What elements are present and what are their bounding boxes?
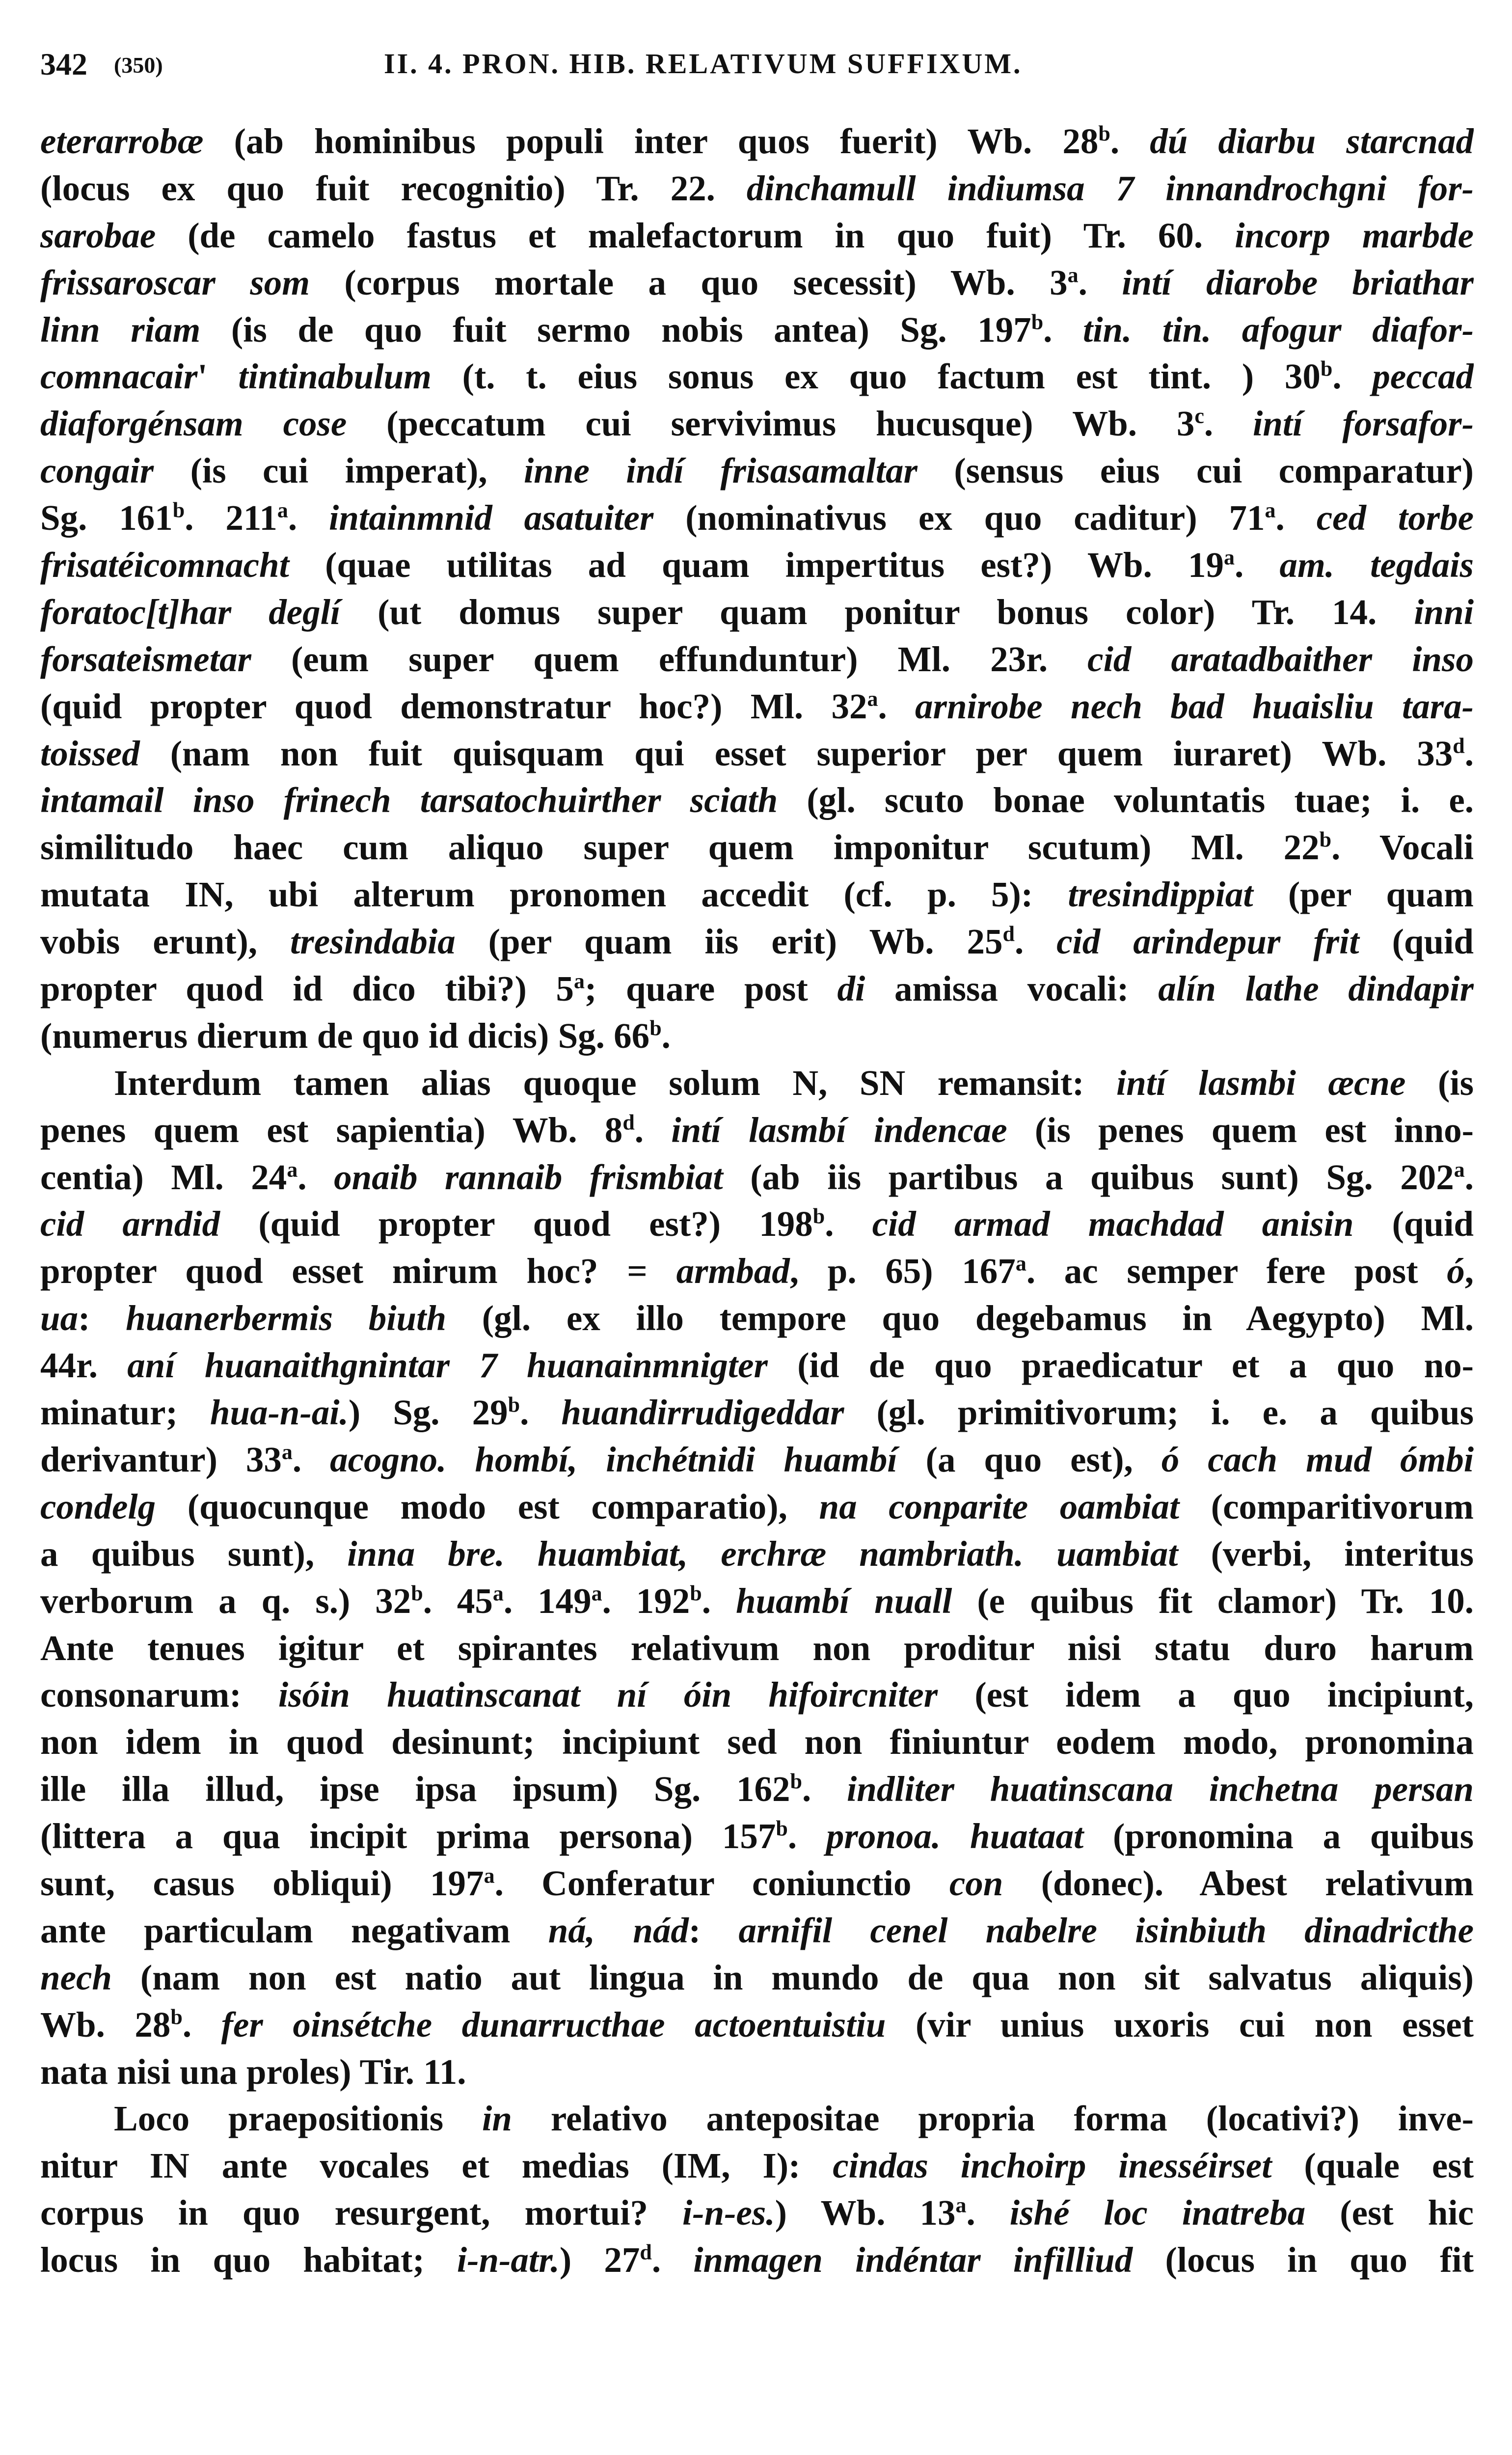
text-line xyxy=(40,2095,1474,2142)
irish-form: sarobae xyxy=(40,215,156,255)
latin-text: Interdum tamen alias quoque solum N, SN remansit: xyxy=(114,1063,1117,1103)
irish-form: alín lathe dindapir xyxy=(1158,969,1474,1009)
irish-form: cid arndid xyxy=(40,1204,220,1244)
latin-text: (quid xyxy=(1353,1204,1474,1244)
latin-text: (gl. ex illo tempore quo degebamus in Aegypto) Ml. xyxy=(446,1298,1474,1338)
irish-form: dú diarbu starcnad xyxy=(1150,121,1474,161)
latin-text: (is xyxy=(1405,1063,1474,1103)
irish-form: onaib rannaib frismbiat xyxy=(334,1157,723,1197)
latin-text: . xyxy=(297,1157,334,1197)
column-ref: a xyxy=(867,686,878,711)
irish-form: inna bre. huambiat, erchræ nambriath. uambiat xyxy=(347,1533,1178,1574)
text-line xyxy=(40,306,1474,354)
latin-text: (est hic xyxy=(1305,2193,1474,2233)
irish-form: ó xyxy=(1447,1251,1465,1291)
text-line xyxy=(40,2001,1474,2048)
latin-text: ) Sg. 29 xyxy=(348,1392,508,1433)
latin-text: amissa vocali: xyxy=(865,969,1159,1009)
irish-form: acogno. hombí, inchétnidi huambí xyxy=(330,1439,897,1479)
irish-form: am. tegdais xyxy=(1279,545,1474,585)
latin-text: : xyxy=(688,1910,739,1950)
irish-form: diaforgénsam cose xyxy=(40,404,347,444)
column-ref: a xyxy=(1454,1157,1465,1182)
text-line xyxy=(40,165,1474,212)
latin-text: (id de quo praedicatur et a quo no- xyxy=(767,1345,1474,1386)
latin-text: , xyxy=(1464,1251,1474,1291)
irish-form: congair xyxy=(40,451,154,491)
column-ref: d xyxy=(640,2240,652,2264)
latin-text: (is penes quem est inno- xyxy=(1007,1110,1474,1150)
text-line xyxy=(40,1530,1474,1578)
latin-text: (littera a qua incipit prima persona) 157 xyxy=(40,1816,776,1856)
latin-text: . xyxy=(634,1110,672,1150)
latin-text: (quid xyxy=(1359,922,1474,962)
latin-text: ; quare post xyxy=(585,969,837,1009)
latin-text: propter quod id dico tibi?) 5 xyxy=(40,969,574,1009)
latin-text: nitur IN ante vocales et medias (IM, I): xyxy=(40,2146,833,2186)
latin-text: minatur; xyxy=(40,1392,210,1433)
latin-text: . 149 xyxy=(503,1581,592,1621)
latin-text: (vir unius uxoris cui non esset xyxy=(886,2004,1474,2045)
latin-text: (pronomina a quibus xyxy=(1083,1816,1474,1856)
text-line xyxy=(40,1295,1474,1342)
latin-text: relativo antepositae propria forma (locativi?) inve- xyxy=(512,2099,1474,2139)
text-line xyxy=(40,1671,1474,1718)
column-ref: d xyxy=(622,1110,635,1135)
latin-text: (t. t. eius sonus ex quo factum est tint. ) 30 xyxy=(431,356,1321,397)
latin-text: (is de quo fuit sermo nobis antea) Sg. 197 xyxy=(200,309,1031,350)
latin-text: verborum a q. s.) 32 xyxy=(40,1581,411,1621)
text-line xyxy=(40,2189,1474,2237)
irish-form: intí lasmbí indencae xyxy=(671,1110,1007,1150)
latin-text: (is cui imperat), xyxy=(154,451,524,491)
text-line xyxy=(40,353,1474,400)
irish-form: frissaroscar som xyxy=(40,262,310,302)
column-ref: b xyxy=(1098,121,1110,146)
latin-text: . xyxy=(1332,356,1373,397)
irish-form: dinchamull indiumsa 7 innandrochgni for- xyxy=(746,168,1474,208)
latin-text: . xyxy=(651,2240,694,2280)
latin-text: consonarum: xyxy=(40,1675,278,1715)
irish-form: cindas inchoirp inesséirset xyxy=(833,2146,1272,2186)
page-number: 342 xyxy=(40,47,87,82)
irish-form: ua xyxy=(40,1298,79,1338)
latin-text: (gl. scuto bonae voluntatis tuae; i. e. xyxy=(778,780,1474,820)
latin-text: propter quod esset mirum hoc? = xyxy=(40,1251,676,1291)
text-line xyxy=(40,871,1474,918)
irish-form: cid arindepur frit xyxy=(1056,922,1359,962)
latin-text: . 45 xyxy=(423,1581,493,1621)
text-line xyxy=(40,1718,1474,1766)
irish-form: i-n-atr. xyxy=(457,2240,560,2280)
irish-form: in xyxy=(482,2099,512,2139)
column-ref: a xyxy=(281,1440,293,1464)
text-line xyxy=(40,1954,1474,2001)
latin-text: (quae utilitas ad quam impertitus est?) Wb. 19 xyxy=(289,545,1224,585)
latin-text: (a quo est), xyxy=(897,1439,1161,1479)
latin-text: . xyxy=(661,1015,671,1056)
irish-form: con xyxy=(949,1863,1003,1903)
latin-text: ille illa illud, ipse ipsa ipsum) Sg. 162 xyxy=(40,1769,790,1809)
text-line xyxy=(40,1060,1474,1107)
latin-text: centia) Ml. 24 xyxy=(40,1157,287,1197)
irish-form: comnacair xyxy=(40,356,198,397)
irish-form: arnirobe nech bad huaisliu tara- xyxy=(915,686,1474,726)
latin-text: (quid propter quod demonstratur hoc?) Ml. 32 xyxy=(40,686,867,726)
latin-text: (comparitivorum xyxy=(1179,1486,1474,1527)
irish-form: cid armad machdad anisin xyxy=(872,1204,1354,1244)
column-ref: b xyxy=(812,1204,825,1229)
latin-text: . Conferatur coniunctio xyxy=(494,1863,949,1903)
latin-text: vobis erunt), xyxy=(40,922,291,962)
text-line xyxy=(40,1389,1474,1436)
column-ref: b xyxy=(172,498,185,522)
latin-text: ante particulam negativam xyxy=(40,1910,548,1950)
latin-text: . xyxy=(520,1392,562,1433)
column-ref: b xyxy=(1031,310,1044,334)
irish-form: inni xyxy=(1414,592,1474,632)
latin-text: (donec). Abest relativum xyxy=(1003,1863,1474,1903)
latin-text: , p. 65) 167 xyxy=(789,1251,1016,1291)
column-ref: a xyxy=(1265,498,1276,522)
latin-text: Loco praepositionis xyxy=(114,2099,483,2139)
text-line xyxy=(40,212,1474,259)
irish-form: ishé loc inatreba xyxy=(1009,2193,1306,2233)
column-ref: b xyxy=(649,1016,662,1040)
text-line xyxy=(40,1154,1474,1201)
latin-text: (peccatum cui servivimus hucusque) Wb. 3 xyxy=(347,404,1195,444)
latin-text: penes quem est sapientia) Wb. 8 xyxy=(40,1110,623,1150)
text-line xyxy=(40,2237,1474,2284)
latin-text: . xyxy=(966,2193,1010,2233)
latin-text: corpus in quo resurgent, mortui? xyxy=(40,2193,683,2233)
irish-form: isóin huatinscanat ní óin hifoircniter xyxy=(278,1675,938,1715)
text-line xyxy=(40,259,1474,306)
text-line xyxy=(40,118,1474,165)
irish-form: tresindabia xyxy=(290,922,456,962)
text-line xyxy=(40,1860,1474,1907)
irish-form: cid aratadbaither inso xyxy=(1087,639,1474,679)
column-ref: a xyxy=(484,1863,495,1888)
latin-text: . xyxy=(1014,922,1057,962)
latin-text: : xyxy=(78,1298,126,1338)
column-ref: c xyxy=(1194,404,1204,429)
latin-text: Sg. 161 xyxy=(40,498,173,538)
latin-text: Ante tenues igitur et spirantes relativum non proditur nisi statu duro harum xyxy=(40,1628,1474,1668)
latin-text: non idem in quod desinunt; incipiunt sed non finiuntur eodem modo, pronomina xyxy=(40,1722,1474,1762)
latin-text: . xyxy=(802,1769,847,1809)
irish-form: intí lasmbi æcne xyxy=(1116,1063,1406,1103)
column-ref: a xyxy=(1067,263,1079,287)
latin-text: Wb. 28 xyxy=(40,2004,171,2045)
irish-form: hua-n-ai. xyxy=(210,1392,349,1433)
latin-text: . xyxy=(1464,733,1474,773)
text-line xyxy=(40,1578,1474,1625)
irish-form: ná, nád xyxy=(548,1910,689,1950)
latin-text: . xyxy=(1275,498,1317,538)
column-ref: b xyxy=(790,1769,802,1794)
latin-text: . xyxy=(1235,545,1280,585)
irish-form: tintinabulum xyxy=(238,356,432,397)
irish-form: forsateismetar xyxy=(40,639,251,679)
latin-text: similitudo haec cum aliquo super quem imponitur scutum) Ml. 22 xyxy=(40,827,1320,868)
irish-form: eterarrobæ xyxy=(40,121,204,161)
latin-text: (ab hominibus populi inter quos fuerit) Wb. 28 xyxy=(203,121,1099,161)
latin-text: sunt, casus obliqui) 197 xyxy=(40,1863,484,1903)
text-line xyxy=(40,494,1474,542)
text-line xyxy=(40,965,1474,1012)
irish-form: linn riam xyxy=(40,309,201,350)
latin-text: . xyxy=(1204,404,1253,444)
irish-form: incorp marbde xyxy=(1235,215,1474,255)
irish-form: i-n-es. xyxy=(682,2193,775,2233)
latin-text: (ut domus super quam ponitur bonus color) Tr. 14. xyxy=(340,592,1414,632)
text-line xyxy=(40,589,1474,636)
text-line xyxy=(40,447,1474,494)
text-line xyxy=(40,636,1474,683)
latin-text: (per quam xyxy=(1253,874,1474,915)
latin-text: nata nisi una proles) Tir. 11. xyxy=(40,2051,466,2092)
latin-text: (est idem a quo incipiunt, xyxy=(938,1675,1474,1715)
text-line xyxy=(40,918,1474,965)
column-ref: a xyxy=(574,969,585,993)
latin-text: (quocunque modo est comparatio), xyxy=(156,1486,819,1527)
latin-text: . xyxy=(288,498,329,538)
column-ref: b xyxy=(776,1816,788,1841)
irish-form: arnifil cenel nabelre isinbiuth dinadricthe xyxy=(738,1910,1474,1950)
column-ref: a xyxy=(1224,545,1235,570)
irish-form: na conparite oambiat xyxy=(819,1486,1180,1527)
column-ref: b xyxy=(1320,357,1333,382)
latin-text: . ac semper fere post xyxy=(1026,1251,1447,1291)
column-ref: b xyxy=(411,1581,423,1606)
latin-text: (eum super quem effunduntur) Ml. 23r. xyxy=(251,639,1088,679)
latin-text: (sensus eius cui comparatur) xyxy=(917,451,1474,491)
irish-form: intamail inso frinech tarsatochuirther sciath xyxy=(40,780,778,820)
running-title: II. 4. PRON. HIB. RELATIVUM SUFFIXUM. xyxy=(384,48,1023,80)
text-line xyxy=(40,1107,1474,1154)
latin-text: (per quam iis erit) Wb. 25 xyxy=(455,922,1003,962)
latin-text: (corpus mortale a quo secessit) Wb. 3 xyxy=(310,262,1068,302)
latin-text: (verbi, interitus xyxy=(1178,1533,1474,1574)
text-line xyxy=(40,1813,1474,1860)
latin-text: . xyxy=(702,1581,736,1621)
text-line xyxy=(40,400,1474,447)
irish-form: ó cach mud ómbi xyxy=(1161,1439,1474,1479)
column-ref: b xyxy=(170,2005,183,2029)
irish-form: frisatéicomnacht xyxy=(40,545,289,585)
irish-form: huambí nuall xyxy=(735,1581,952,1621)
irish-form: indliter huatinscana inchetna persan xyxy=(846,1769,1474,1809)
latin-text: . xyxy=(825,1204,872,1244)
latin-text: (ab iis partibus a quibus sunt) Sg. 202 xyxy=(723,1157,1454,1197)
latin-text: ) Wb. 13 xyxy=(775,2193,956,2233)
latin-text: . xyxy=(1043,309,1083,350)
irish-form: nech xyxy=(40,1957,112,1997)
latin-text: . xyxy=(1464,1157,1474,1197)
text-line xyxy=(40,1766,1474,1813)
column-ref: a xyxy=(955,2193,967,2217)
irish-form: tin. tin. afogur diafor- xyxy=(1082,309,1474,350)
latin-text: (nominativus ex quo caditur) 71 xyxy=(653,498,1265,538)
irish-form: intainmnid asatuiter xyxy=(329,498,654,538)
running-head xyxy=(40,37,1474,91)
latin-text: 44r. xyxy=(40,1345,128,1386)
text-line xyxy=(40,1248,1474,1295)
latin-text: (quale est xyxy=(1271,2146,1474,2186)
latin-text: . xyxy=(787,1816,826,1856)
latin-text: . Vocali xyxy=(1331,827,1474,868)
latin-text: (locus ex quo fuit recognitio) Tr. 22. xyxy=(40,168,747,208)
text-line xyxy=(40,2142,1474,2189)
irish-form: aní huanaithgnintar 7 huanainmnigter xyxy=(127,1345,768,1386)
body-text xyxy=(40,118,1474,2284)
text-line xyxy=(40,1200,1474,1248)
irish-form: intí forsafor- xyxy=(1253,404,1474,444)
latin-text: (e quibus fit clamor) Tr. 10. xyxy=(952,1581,1474,1621)
latin-text: locus in quo habitat; xyxy=(40,2240,457,2280)
latin-text: ) 27 xyxy=(559,2240,640,2280)
irish-form: huanerbermis biuth xyxy=(126,1298,447,1338)
latin-text: (numerus dierum de quo id dicis) Sg. 66 xyxy=(40,1015,650,1056)
irish-form: foratoc[t]har deglí xyxy=(40,592,341,632)
text-line xyxy=(40,824,1474,871)
irish-form: intí diarobe briathar xyxy=(1122,262,1474,302)
irish-form: inmagen indéntar infilliud xyxy=(693,2240,1133,2280)
text-line xyxy=(40,777,1474,824)
text-line xyxy=(40,683,1474,730)
latin-text: (locus in quo fit xyxy=(1133,2240,1474,2280)
column-ref: b xyxy=(508,1392,520,1417)
text-line xyxy=(40,1436,1474,1483)
irish-form: armbad xyxy=(676,1251,790,1291)
column-ref: d xyxy=(1453,734,1465,758)
latin-text: (nam non est natio aut lingua in mundo de qua non sit salvatus aliquis) xyxy=(112,1957,1474,1997)
latin-text: . xyxy=(1110,121,1150,161)
text-line xyxy=(40,1342,1474,1389)
column-ref: a xyxy=(591,1581,602,1606)
column-ref: d xyxy=(1002,922,1015,946)
latin-text: (quid propter quod est?) 198 xyxy=(220,1204,813,1244)
latin-text: a quibus sunt), xyxy=(40,1533,348,1574)
latin-text: . xyxy=(182,2004,221,2045)
text-line xyxy=(40,542,1474,589)
column-ref: a xyxy=(492,1581,504,1606)
irish-form: pronoa. huataat xyxy=(826,1816,1084,1856)
irish-form: tresindippiat xyxy=(1068,874,1253,915)
column-ref: b xyxy=(1319,828,1332,852)
latin-text: derivantur) 33 xyxy=(40,1439,282,1479)
column-ref: a xyxy=(277,498,288,522)
column-ref: a xyxy=(1015,1252,1026,1276)
column-ref: a xyxy=(287,1157,298,1182)
latin-text: . xyxy=(292,1439,330,1479)
latin-text: . 192 xyxy=(602,1581,690,1621)
latin-text: ' xyxy=(197,356,239,397)
irish-form: huandirrudigeddar xyxy=(561,1392,844,1433)
irish-form: inne indí frisasamaltar xyxy=(523,451,918,491)
irish-form: peccad xyxy=(1372,356,1474,397)
text-line xyxy=(40,1483,1474,1530)
latin-text: (nam non fuit quisquam qui esset superior per quem iuraret) Wb. 33 xyxy=(139,733,1453,773)
text-line xyxy=(40,2048,1474,2096)
text-line xyxy=(40,1012,1474,1060)
latin-text: . xyxy=(1078,262,1122,302)
irish-form: di xyxy=(837,969,865,1009)
latin-text: . 211 xyxy=(185,498,277,538)
latin-text: . xyxy=(878,686,916,726)
latin-text: (de camelo fastus et malefactorum in quo fuit) Tr. 60. xyxy=(156,215,1235,255)
column-ref: b xyxy=(690,1581,702,1606)
irish-form: toissed xyxy=(40,733,140,773)
text-line xyxy=(40,1625,1474,1672)
irish-form: fer oinsétche dunarructhae actoentuistiu xyxy=(221,2004,886,2045)
text-line xyxy=(40,1907,1474,1954)
irish-form: condelg xyxy=(40,1486,156,1527)
latin-text: (gl. primitivorum; i. e. a quibus xyxy=(844,1392,1474,1433)
irish-form: ced torbe xyxy=(1316,498,1474,538)
text-line xyxy=(40,730,1474,777)
original-page-number: (350) xyxy=(114,53,163,78)
latin-text: mutata IN, ubi alterum pronomen accedit (cf. p. 5): xyxy=(40,874,1068,915)
